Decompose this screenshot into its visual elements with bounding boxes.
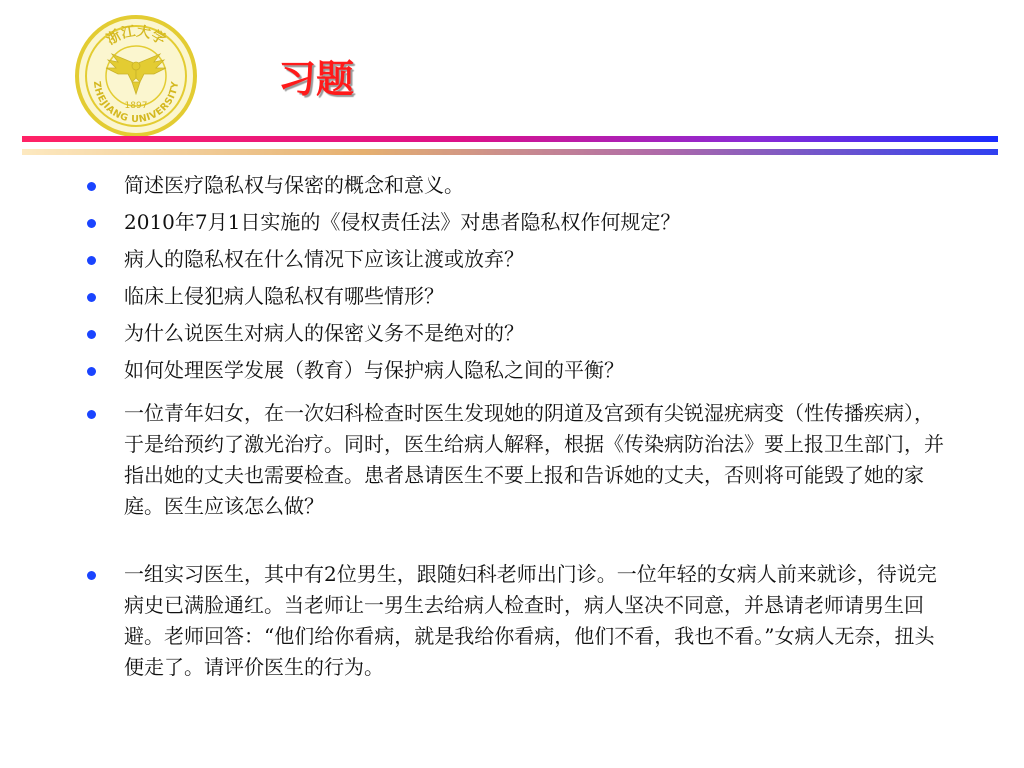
bullet-icon — [87, 330, 96, 339]
list-item-text: 为什么说医生对病人的保密义务不是绝对的？ — [124, 321, 524, 345]
list-item-text: 如何处理医学发展（教育）与保护病人隐私之间的平衡？ — [124, 358, 624, 382]
slide-title: 习题 — [278, 57, 355, 101]
header-rule-bottom — [22, 149, 998, 155]
bullet-icon — [87, 293, 96, 302]
list-item-text: 一位青年妇女，在一次妇科检查时医生发现她的阴道及宫颈有尖锐湿疣病变（性传播疾病），于是给预约了激光治疗。同时，医生给病人解释，根据《传染病防治法》要上报卫生部门，并指出她的丈夫也需要检查。患者恳请医生不要上报和告诉她的丈夫，否则将可能毁了她的家庭。医生应该怎么做？ — [124, 401, 944, 518]
logo-text-bottom: ZHEJIANG UNIVERSITY — [90, 80, 182, 126]
bullet-icon — [87, 367, 96, 376]
logo-year: 1897 — [124, 101, 148, 111]
bullet-icon — [87, 410, 96, 419]
bullet-icon — [87, 256, 96, 265]
university-logo — [74, 14, 198, 138]
list-item-text: 病人的隐私权在什么情况下应该让渡或放弃？ — [124, 247, 524, 271]
list-item-text: 2010年7月1日实施的《侵权责任法》对患者隐私权作何规定？ — [124, 210, 681, 234]
university-seal-icon — [74, 14, 198, 138]
header-rule-top — [22, 136, 998, 142]
bullet-icon — [87, 182, 96, 191]
list-item-text: 一组实习医生，其中有2位男生，跟随妇科老师出门诊。一位年轻的女病人前来就诊，待说完病史已满脸通红。当老师让一男生去给病人检查时，病人坚决不同意，并恳请老师请男生回避。老师回答：“他们给你看病，就是我给你看病，他们不看，我也不看。”女病人无奈，扭头便走了。请评价医生的行为。 — [124, 562, 937, 679]
logo-text-top: 浙江大学 — [103, 23, 169, 49]
list-item-text: 临床上侵犯病人隐私权有哪些情形？ — [124, 284, 444, 308]
list-item-text: 简述医疗隐私权与保密的概念和意义。 — [124, 173, 464, 197]
bullet-icon — [87, 219, 96, 228]
bullet-icon — [87, 571, 96, 580]
